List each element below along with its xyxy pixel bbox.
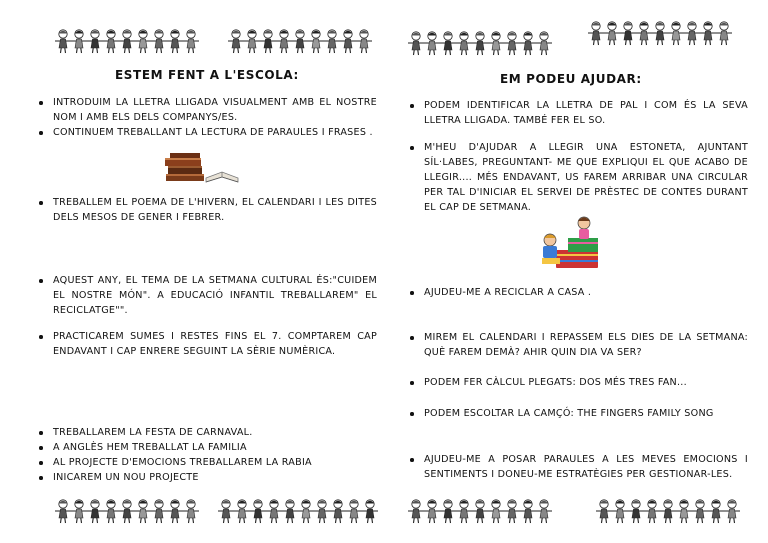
list-item: TREBALLAREM LA FESTA DE CARNAVAL. [36, 425, 377, 440]
list-item: A ANGLÈS HEM TREBALLAT LA FAMILIA [36, 440, 377, 455]
kid-figure-icon [504, 32, 520, 55]
kid-figure-icon [472, 500, 488, 523]
kid-figure-icon [440, 500, 456, 523]
kid-figure-icon [228, 30, 244, 53]
kid-figure-icon [424, 500, 440, 523]
right-list-a [407, 98, 748, 128]
kid-figure-icon [55, 30, 71, 53]
kid-figure-icon [724, 500, 740, 523]
kid-figure-icon [588, 22, 604, 45]
kid-figure-icon [55, 500, 71, 523]
kid-figure-icon [282, 500, 298, 523]
kid-figure-icon [456, 500, 472, 523]
kid-figure-icon [488, 32, 504, 55]
kid-figure-icon [250, 500, 266, 523]
kid-figure-icon [119, 30, 135, 53]
kid-figure-icon [119, 500, 135, 523]
list-item: PRACTICAREM SUMES I RESTES FINS EL 7. COMPTAREM CAP ENDAVANT I CAP ENRERE SEGUINT LA SÈRIE NUMÈRICA. [36, 329, 377, 359]
list-item: AJUDEU-ME A POSAR PARAULES A LES MEVES EMOCIONS I SENTIMENTS I DONEU-ME ESTRATÈGIES PER GESTIONAR-LES. [407, 452, 748, 482]
kid-figure-icon [356, 30, 372, 53]
kid-figure-icon [604, 22, 620, 45]
kid-figure-icon [346, 500, 362, 523]
kid-figure-icon [472, 32, 488, 55]
kid-figure-icon [103, 30, 119, 53]
kids-border-top-left-1 [55, 26, 199, 54]
list-item: MIREM EL CALENDARI I REPASSEM ELS DIES DE LA SETMANA: QUÈ FAREM DEMÀ? AHIR QUIN DIA VA SER? [407, 330, 748, 360]
left-list-a [36, 95, 377, 140]
kid-figures-icon [596, 498, 740, 524]
kid-figure-icon [167, 500, 183, 523]
right-list-g [407, 452, 748, 482]
kids-border-top-right-2 [588, 18, 732, 46]
kid-figure-icon [700, 22, 716, 45]
right-list-c [407, 285, 748, 300]
kid-figure-icon [135, 500, 151, 523]
list-item: PODEM FER CÀLCUL PLEGATS: DOS MÉS TRES FAN... [407, 375, 748, 390]
kid-figure-icon [652, 22, 668, 45]
kid-figure-icon [520, 32, 536, 55]
list-item: INICAREM UN NOU PROJECTE [36, 470, 377, 485]
kid-figure-icon [520, 500, 536, 523]
kid-figure-icon [234, 500, 250, 523]
kid-figure-icon [660, 500, 676, 523]
right-list-e [407, 375, 748, 390]
kid-figures-icon [218, 498, 378, 524]
kid-figure-icon [628, 500, 644, 523]
kid-figure-icon [456, 32, 472, 55]
list-item: PODEM IDENTIFICAR LA LLETRA DE PAL I COM ÉS LA SEVA LLETRA LLIGADA. TAMBÉ FER EL SO. [407, 98, 748, 128]
kid-figure-icon [218, 500, 234, 523]
kid-figures-icon [408, 30, 552, 56]
children-reading-icon [538, 214, 602, 270]
kid-figures-icon [55, 28, 199, 54]
kid-figure-icon [620, 22, 636, 45]
list-item: TREBALLEM EL POEMA DE L'HIVERN, EL CALENDARI I LES DITES DELS MESOS DE GENER I FEBRER. [36, 195, 377, 225]
list-item: AQUEST ANY, EL TEMA DE LA SETMANA CULTURAL ÉS:"CUIDEM EL NOSTRE MÓN". A EDUCACIÓ INFANTIL TREBALLAREM" EL RECICLATGE"". [36, 273, 377, 318]
kid-figure-icon [324, 30, 340, 53]
kid-figure-icon [103, 500, 119, 523]
list-item: CONTINUEM TREBALLANT LA LECTURA DE PARAULES I FRASES . [36, 125, 377, 140]
kid-figure-icon [716, 22, 732, 45]
right-list-f [407, 406, 748, 421]
right-section-title: EM PODEU AJUDAR: [500, 72, 642, 86]
kid-figures-icon [55, 498, 199, 524]
kid-figure-icon [668, 22, 684, 45]
kid-figure-icon [135, 30, 151, 53]
kid-figure-icon [314, 500, 330, 523]
kid-figure-icon [167, 30, 183, 53]
right-list-d [407, 330, 748, 360]
kid-figure-icon [87, 30, 103, 53]
kid-figure-icon [151, 30, 167, 53]
kid-figure-icon [644, 500, 660, 523]
kids-border-bottom-left-1 [55, 496, 199, 524]
kid-figure-icon [692, 500, 708, 523]
kid-figures-icon [408, 498, 552, 524]
kid-figure-icon [408, 32, 424, 55]
kid-figure-icon [298, 500, 314, 523]
list-item: PODEM ESCOLTAR LA CAMÇÓ: THE FINGERS FAMILY SONG [407, 406, 748, 421]
kid-figure-icon [340, 30, 356, 53]
kid-figure-icon [330, 500, 346, 523]
kid-figure-icon [684, 22, 700, 45]
kids-border-bottom-left-2 [218, 496, 378, 524]
kid-figure-icon [424, 32, 440, 55]
kid-figure-icon [87, 500, 103, 523]
kids-border-bottom-right-1 [408, 496, 552, 524]
list-item: INTRODUIM LA LLETRA LLIGADA VISUALMENT AMB EL NOSTRE NOM I AMB ELS DELS COMPANYS/ES. [36, 95, 377, 125]
kid-figure-icon [596, 500, 612, 523]
kid-figure-icon [408, 500, 424, 523]
kid-figure-icon [71, 30, 87, 53]
left-list-d [36, 425, 377, 485]
kid-figure-icon [440, 32, 456, 55]
list-item: M'HEU D'AJUDAR A LLEGIR UNA ESTONETA, AJUNTANT SÍL·LABES, PREGUNTANT- ME QUE EXPLIQUI EL QUE ACABO DE LLEGIR.... MÉS ENDAVANT, US FAREM ARRIBAR UNA CIRCULAR PER TAL D'INICIAR EL SERVEI DE PRÈSTEC DE CONTES DURANT EL CAP DE SETMANA. [407, 140, 748, 215]
kid-figure-icon [244, 30, 260, 53]
list-item: AL PROJECTE D'EMOCIONS TREBALLAREM LA RABIA [36, 455, 377, 470]
left-section-title: ESTEM FENT A L'ESCOLA: [115, 68, 299, 82]
left-list-c [36, 273, 377, 359]
kid-figures-icon [228, 28, 372, 54]
kids-border-bottom-right-2 [596, 496, 740, 524]
kid-figure-icon [292, 30, 308, 53]
kids-border-top-left-2 [228, 26, 372, 54]
kid-figure-icon [636, 22, 652, 45]
kid-figure-icon [676, 500, 692, 523]
kids-border-top-right-1 [408, 28, 552, 56]
kid-figure-icon [488, 500, 504, 523]
kid-figure-icon [362, 500, 378, 523]
kid-figure-icon [71, 500, 87, 523]
kid-figure-icon [260, 30, 276, 53]
kid-figure-icon [536, 32, 552, 55]
kid-figure-icon [183, 30, 199, 53]
kid-figure-icon [504, 500, 520, 523]
kid-figure-icon [183, 500, 199, 523]
kid-figures-icon [588, 20, 732, 46]
kid-figure-icon [276, 30, 292, 53]
kid-figure-icon [151, 500, 167, 523]
kid-figure-icon [266, 500, 282, 523]
books-icon [164, 152, 240, 184]
kid-figure-icon [708, 500, 724, 523]
kid-figure-icon [612, 500, 628, 523]
right-list-g-clip [407, 452, 748, 490]
right-list-b [407, 140, 748, 215]
kid-figure-icon [536, 500, 552, 523]
list-item: AJUDEU-ME A RECICLAR A CASA . [407, 285, 748, 300]
kid-figure-icon [308, 30, 324, 53]
left-list-b [36, 195, 377, 225]
